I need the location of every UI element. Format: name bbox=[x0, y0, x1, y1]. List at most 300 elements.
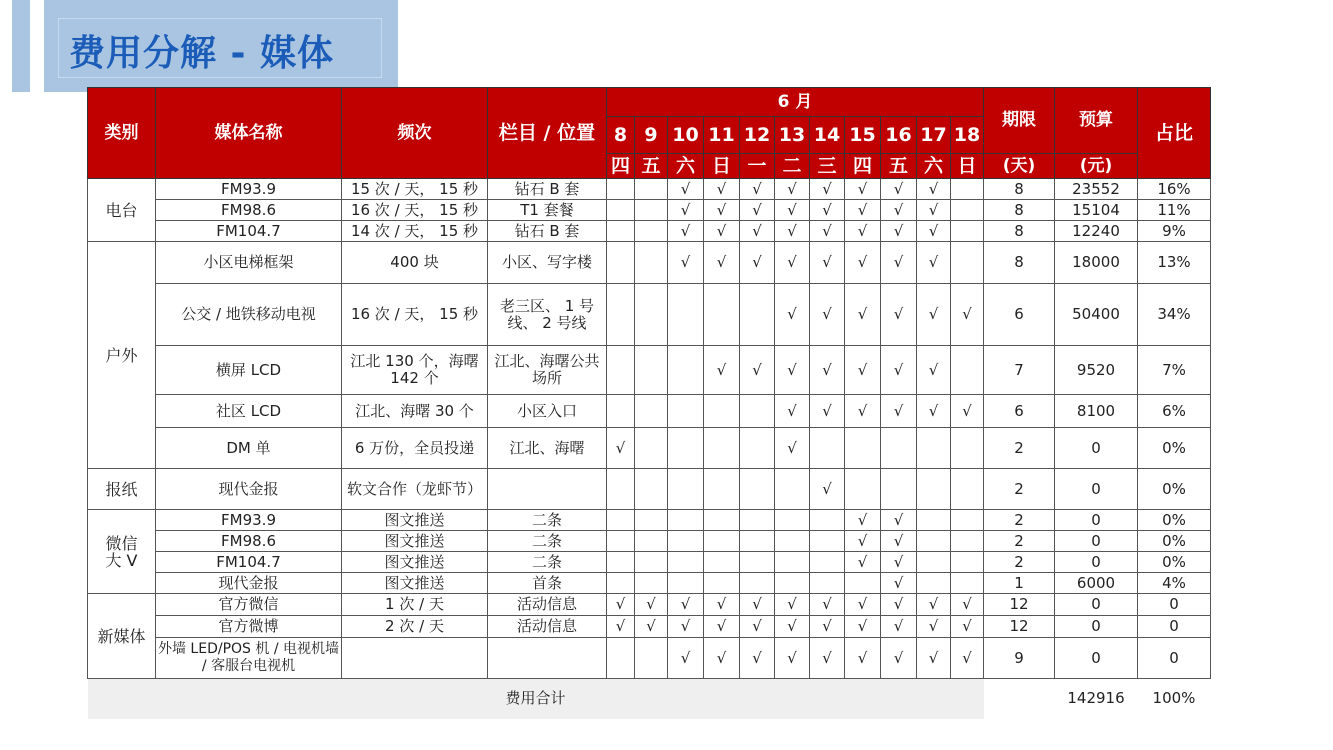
column-cell: 活动信息 bbox=[488, 594, 607, 616]
period-cell: 2 bbox=[984, 469, 1055, 510]
schedule-mark-cell: √ bbox=[775, 242, 810, 284]
schedule-mark-cell bbox=[810, 510, 845, 531]
schedule-mark-cell: √ bbox=[704, 221, 740, 242]
period-cell: 12 bbox=[984, 594, 1055, 616]
media-name-cell: 现代金报 bbox=[156, 469, 342, 510]
period-cell: 2 bbox=[984, 552, 1055, 573]
header-period: 期限 bbox=[984, 88, 1055, 154]
period-cell: 8 bbox=[984, 179, 1055, 200]
budget-cell: 0 bbox=[1055, 552, 1138, 573]
period-cell: 2 bbox=[984, 428, 1055, 469]
schedule-mark-cell bbox=[704, 469, 740, 510]
schedule-mark-cell bbox=[775, 510, 810, 531]
schedule-mark-cell: √ bbox=[668, 616, 704, 638]
media-name-cell: 外墙 LED/POS 机 / 电视机墙 / 客服台电视机 bbox=[156, 638, 342, 679]
column-cell: 江北、海曙公共场所 bbox=[488, 346, 607, 395]
share-cell: 0% bbox=[1138, 552, 1211, 573]
frequency-cell: 江北、海曙 30 个 bbox=[342, 395, 488, 428]
schedule-mark-cell bbox=[740, 510, 775, 531]
category-cell: 新媒体 bbox=[88, 594, 156, 679]
header-day: 18 bbox=[951, 117, 984, 154]
budget-cell: 0 bbox=[1055, 594, 1138, 616]
schedule-mark-cell bbox=[917, 469, 951, 510]
total-period-empty bbox=[984, 679, 1055, 719]
page-title: 费用分解 - 媒体 bbox=[69, 33, 335, 74]
table-row bbox=[88, 531, 1211, 552]
schedule-mark-cell: √ bbox=[951, 594, 984, 616]
budget-cell: 6000 bbox=[1055, 573, 1138, 594]
schedule-mark-cell: √ bbox=[775, 428, 810, 469]
schedule-mark-cell: √ bbox=[881, 284, 917, 346]
header-weekday: 一 bbox=[740, 154, 775, 179]
schedule-mark-cell bbox=[704, 428, 740, 469]
schedule-mark-cell bbox=[917, 552, 951, 573]
media-name-cell: FM93.9 bbox=[156, 179, 342, 200]
table-row bbox=[88, 638, 1211, 679]
schedule-mark-cell bbox=[668, 395, 704, 428]
header-budget: 预算 bbox=[1055, 88, 1138, 154]
schedule-mark-cell bbox=[845, 573, 881, 594]
header-day: 12 bbox=[740, 117, 775, 154]
budget-cell: 8100 bbox=[1055, 395, 1138, 428]
schedule-mark-cell bbox=[951, 510, 984, 531]
schedule-mark-cell: √ bbox=[740, 179, 775, 200]
schedule-mark-cell bbox=[951, 242, 984, 284]
schedule-mark-cell: √ bbox=[881, 346, 917, 395]
schedule-mark-cell bbox=[607, 395, 635, 428]
header-weekday: 六 bbox=[917, 154, 951, 179]
budget-cell: 18000 bbox=[1055, 242, 1138, 284]
frequency-cell: 2 次 / 天 bbox=[342, 616, 488, 638]
schedule-mark-cell bbox=[607, 510, 635, 531]
schedule-mark-cell: √ bbox=[917, 179, 951, 200]
media-name-cell: FM93.9 bbox=[156, 510, 342, 531]
column-cell: 二条 bbox=[488, 552, 607, 573]
table-row bbox=[88, 469, 1211, 510]
schedule-mark-cell bbox=[740, 552, 775, 573]
column-cell: 首条 bbox=[488, 573, 607, 594]
schedule-mark-cell bbox=[635, 469, 668, 510]
title-frame bbox=[58, 18, 382, 78]
period-cell: 8 bbox=[984, 242, 1055, 284]
period-cell: 8 bbox=[984, 200, 1055, 221]
schedule-mark-cell: √ bbox=[668, 200, 704, 221]
schedule-mark-cell: √ bbox=[845, 531, 881, 552]
period-cell: 7 bbox=[984, 346, 1055, 395]
schedule-mark-cell: √ bbox=[845, 616, 881, 638]
schedule-mark-cell: √ bbox=[740, 242, 775, 284]
schedule-mark-cell: √ bbox=[775, 179, 810, 200]
schedule-mark-cell: √ bbox=[810, 469, 845, 510]
schedule-mark-cell: √ bbox=[845, 284, 881, 346]
schedule-mark-cell: √ bbox=[845, 395, 881, 428]
frequency-cell: 图文推送 bbox=[342, 552, 488, 573]
schedule-mark-cell: √ bbox=[881, 395, 917, 428]
table-row bbox=[88, 573, 1211, 594]
schedule-mark-cell bbox=[607, 638, 635, 679]
schedule-mark-cell: √ bbox=[740, 616, 775, 638]
table-row bbox=[88, 428, 1211, 469]
header-weekday: 四 bbox=[607, 154, 635, 179]
schedule-mark-cell bbox=[607, 200, 635, 221]
schedule-mark-cell: √ bbox=[810, 242, 845, 284]
budget-cell: 23552 bbox=[1055, 179, 1138, 200]
schedule-mark-cell bbox=[740, 469, 775, 510]
header-budget-unit: (元) bbox=[1055, 154, 1138, 179]
table-row bbox=[88, 395, 1211, 428]
schedule-mark-cell: √ bbox=[668, 242, 704, 284]
schedule-mark-cell: √ bbox=[845, 200, 881, 221]
header-day: 15 bbox=[845, 117, 881, 154]
schedule-mark-cell bbox=[704, 531, 740, 552]
period-cell: 2 bbox=[984, 531, 1055, 552]
media-name-cell: FM98.6 bbox=[156, 200, 342, 221]
table-row bbox=[88, 346, 1211, 395]
media-name-cell: 官方微信 bbox=[156, 594, 342, 616]
share-cell: 4% bbox=[1138, 573, 1211, 594]
column-cell: 小区入口 bbox=[488, 395, 607, 428]
schedule-mark-cell: √ bbox=[917, 594, 951, 616]
schedule-mark-cell bbox=[845, 469, 881, 510]
schedule-mark-cell: √ bbox=[810, 638, 845, 679]
header-media: 媒体名称 bbox=[156, 88, 342, 179]
schedule-mark-cell: √ bbox=[740, 200, 775, 221]
media-name-cell: FM104.7 bbox=[156, 221, 342, 242]
schedule-mark-cell bbox=[607, 284, 635, 346]
header-day: 13 bbox=[775, 117, 810, 154]
schedule-mark-cell bbox=[668, 469, 704, 510]
frequency-cell: 图文推送 bbox=[342, 510, 488, 531]
share-cell: 0 bbox=[1138, 638, 1211, 679]
schedule-mark-cell bbox=[917, 531, 951, 552]
budget-cell: 15104 bbox=[1055, 200, 1138, 221]
schedule-mark-cell bbox=[607, 531, 635, 552]
schedule-mark-cell: √ bbox=[917, 221, 951, 242]
schedule-mark-cell: √ bbox=[635, 616, 668, 638]
category-cell: 微信 大 V bbox=[88, 510, 156, 594]
budget-cell: 50400 bbox=[1055, 284, 1138, 346]
category-cell: 报纸 bbox=[88, 469, 156, 510]
schedule-mark-cell bbox=[668, 552, 704, 573]
schedule-mark-cell bbox=[775, 469, 810, 510]
budget-cell: 0 bbox=[1055, 510, 1138, 531]
schedule-mark-cell: √ bbox=[775, 395, 810, 428]
share-cell: 0% bbox=[1138, 510, 1211, 531]
schedule-mark-cell: √ bbox=[704, 346, 740, 395]
schedule-mark-cell: √ bbox=[607, 428, 635, 469]
schedule-mark-cell: √ bbox=[881, 531, 917, 552]
table-row bbox=[88, 200, 1211, 221]
media-name-cell: 现代金报 bbox=[156, 573, 342, 594]
header-share: 占比 bbox=[1138, 88, 1211, 179]
frequency-cell: 6 万份，全员投递 bbox=[342, 428, 488, 469]
schedule-mark-cell: √ bbox=[917, 395, 951, 428]
column-cell: 二条 bbox=[488, 510, 607, 531]
period-cell: 8 bbox=[984, 221, 1055, 242]
schedule-mark-cell: √ bbox=[740, 346, 775, 395]
budget-cell: 0 bbox=[1055, 428, 1138, 469]
frequency-cell: 16 次 / 天， 15 秒 bbox=[342, 200, 488, 221]
schedule-mark-cell bbox=[917, 428, 951, 469]
header-weekday: 四 bbox=[845, 154, 881, 179]
header-weekday: 三 bbox=[810, 154, 845, 179]
total-row bbox=[88, 679, 1211, 719]
schedule-mark-cell bbox=[775, 531, 810, 552]
schedule-mark-cell: √ bbox=[917, 200, 951, 221]
media-name-cell: FM98.6 bbox=[156, 531, 342, 552]
total-label: 费用合计 bbox=[88, 679, 984, 719]
share-cell: 0 bbox=[1138, 616, 1211, 638]
schedule-mark-cell bbox=[607, 552, 635, 573]
schedule-mark-cell: √ bbox=[881, 221, 917, 242]
header-month: 6 月 bbox=[607, 88, 984, 117]
header-day: 10 bbox=[668, 117, 704, 154]
schedule-mark-cell bbox=[635, 179, 668, 200]
period-cell: 9 bbox=[984, 638, 1055, 679]
header-weekday: 日 bbox=[704, 154, 740, 179]
schedule-mark-cell bbox=[607, 221, 635, 242]
schedule-mark-cell: √ bbox=[775, 284, 810, 346]
frequency-cell bbox=[342, 638, 488, 679]
media-name-cell: 公交 / 地铁移动电视 bbox=[156, 284, 342, 346]
frequency-cell: 江北 130 个，海曙 142 个 bbox=[342, 346, 488, 395]
media-cost-table bbox=[87, 87, 1211, 719]
column-cell: 钻石 B 套 bbox=[488, 221, 607, 242]
share-cell: 6% bbox=[1138, 395, 1211, 428]
schedule-mark-cell bbox=[668, 531, 704, 552]
table-row bbox=[88, 284, 1211, 346]
schedule-mark-cell bbox=[845, 428, 881, 469]
share-cell: 11% bbox=[1138, 200, 1211, 221]
schedule-mark-cell: √ bbox=[881, 200, 917, 221]
schedule-mark-cell: √ bbox=[607, 594, 635, 616]
period-cell: 12 bbox=[984, 616, 1055, 638]
schedule-mark-cell bbox=[635, 284, 668, 346]
schedule-mark-cell: √ bbox=[740, 638, 775, 679]
share-cell: 0% bbox=[1138, 428, 1211, 469]
schedule-mark-cell bbox=[704, 510, 740, 531]
budget-cell: 0 bbox=[1055, 531, 1138, 552]
schedule-mark-cell bbox=[704, 552, 740, 573]
header-day: 8 bbox=[607, 117, 635, 154]
schedule-mark-cell: √ bbox=[775, 346, 810, 395]
schedule-mark-cell bbox=[740, 531, 775, 552]
schedule-mark-cell bbox=[635, 638, 668, 679]
schedule-mark-cell bbox=[635, 395, 668, 428]
budget-cell: 12240 bbox=[1055, 221, 1138, 242]
schedule-mark-cell bbox=[607, 179, 635, 200]
schedule-mark-cell: √ bbox=[810, 284, 845, 346]
schedule-mark-cell: √ bbox=[704, 638, 740, 679]
schedule-mark-cell: √ bbox=[951, 616, 984, 638]
share-cell: 13% bbox=[1138, 242, 1211, 284]
schedule-mark-cell: √ bbox=[845, 594, 881, 616]
schedule-mark-cell: √ bbox=[704, 594, 740, 616]
schedule-mark-cell: √ bbox=[775, 200, 810, 221]
media-name-cell: 横屏 LCD bbox=[156, 346, 342, 395]
schedule-mark-cell bbox=[951, 221, 984, 242]
schedule-mark-cell bbox=[668, 510, 704, 531]
frequency-cell: 软文合作（龙虾节） bbox=[342, 469, 488, 510]
schedule-mark-cell bbox=[607, 469, 635, 510]
share-cell: 0% bbox=[1138, 469, 1211, 510]
schedule-mark-cell bbox=[951, 200, 984, 221]
share-cell: 7% bbox=[1138, 346, 1211, 395]
schedule-mark-cell bbox=[704, 573, 740, 594]
schedule-mark-cell bbox=[810, 573, 845, 594]
share-cell: 0% bbox=[1138, 531, 1211, 552]
schedule-mark-cell bbox=[775, 573, 810, 594]
table-row bbox=[88, 510, 1211, 531]
category-cell: 电台 bbox=[88, 179, 156, 242]
schedule-mark-cell: √ bbox=[881, 510, 917, 531]
frequency-cell: 14 次 / 天， 15 秒 bbox=[342, 221, 488, 242]
share-cell: 16% bbox=[1138, 179, 1211, 200]
frequency-cell: 图文推送 bbox=[342, 531, 488, 552]
schedule-mark-cell: √ bbox=[775, 616, 810, 638]
header-day: 11 bbox=[704, 117, 740, 154]
schedule-mark-cell bbox=[917, 573, 951, 594]
schedule-mark-cell: √ bbox=[881, 573, 917, 594]
media-name-cell: 小区电梯框架 bbox=[156, 242, 342, 284]
schedule-mark-cell bbox=[704, 395, 740, 428]
media-name-cell: 社区 LCD bbox=[156, 395, 342, 428]
schedule-mark-cell bbox=[775, 552, 810, 573]
table-row bbox=[88, 221, 1211, 242]
schedule-mark-cell bbox=[668, 428, 704, 469]
total-share: 100% bbox=[1138, 679, 1211, 719]
share-cell: 9% bbox=[1138, 221, 1211, 242]
title-banner bbox=[44, 0, 398, 92]
schedule-mark-cell bbox=[635, 242, 668, 284]
schedule-mark-cell: √ bbox=[740, 594, 775, 616]
budget-cell: 9520 bbox=[1055, 346, 1138, 395]
schedule-mark-cell: √ bbox=[704, 179, 740, 200]
schedule-mark-cell: √ bbox=[775, 594, 810, 616]
schedule-mark-cell: √ bbox=[845, 510, 881, 531]
schedule-mark-cell: √ bbox=[917, 242, 951, 284]
frequency-cell: 15 次 / 天， 15 秒 bbox=[342, 179, 488, 200]
schedule-mark-cell bbox=[951, 552, 984, 573]
share-cell: 34% bbox=[1138, 284, 1211, 346]
budget-cell: 0 bbox=[1055, 469, 1138, 510]
schedule-mark-cell bbox=[668, 573, 704, 594]
column-cell bbox=[488, 469, 607, 510]
schedule-mark-cell bbox=[810, 531, 845, 552]
header-weekday: 五 bbox=[635, 154, 668, 179]
schedule-mark-cell: √ bbox=[881, 616, 917, 638]
header-day: 9 bbox=[635, 117, 668, 154]
schedule-mark-cell bbox=[917, 510, 951, 531]
column-cell: T1 套餐 bbox=[488, 200, 607, 221]
schedule-mark-cell bbox=[635, 428, 668, 469]
schedule-mark-cell: √ bbox=[951, 395, 984, 428]
schedule-mark-cell: √ bbox=[951, 284, 984, 346]
header-frequency: 频次 bbox=[342, 88, 488, 179]
schedule-mark-cell bbox=[635, 200, 668, 221]
column-cell: 钻石 B 套 bbox=[488, 179, 607, 200]
schedule-mark-cell bbox=[704, 284, 740, 346]
header-category: 类别 bbox=[88, 88, 156, 179]
schedule-mark-cell: √ bbox=[704, 242, 740, 284]
schedule-mark-cell bbox=[951, 531, 984, 552]
schedule-mark-cell: √ bbox=[810, 594, 845, 616]
schedule-mark-cell bbox=[635, 531, 668, 552]
schedule-mark-cell bbox=[607, 242, 635, 284]
schedule-mark-cell: √ bbox=[881, 594, 917, 616]
schedule-mark-cell: √ bbox=[917, 616, 951, 638]
period-cell: 6 bbox=[984, 395, 1055, 428]
schedule-mark-cell bbox=[881, 428, 917, 469]
category-cell: 户外 bbox=[88, 242, 156, 469]
schedule-mark-cell: √ bbox=[845, 552, 881, 573]
schedule-mark-cell: √ bbox=[917, 284, 951, 346]
schedule-mark-cell: √ bbox=[881, 638, 917, 679]
schedule-mark-cell bbox=[951, 469, 984, 510]
budget-cell: 0 bbox=[1055, 616, 1138, 638]
media-name-cell: 官方微博 bbox=[156, 616, 342, 638]
schedule-mark-cell bbox=[740, 428, 775, 469]
schedule-mark-cell bbox=[951, 179, 984, 200]
media-name-cell: DM 单 bbox=[156, 428, 342, 469]
table-row bbox=[88, 179, 1211, 200]
frequency-cell: 16 次 / 天， 15 秒 bbox=[342, 284, 488, 346]
schedule-mark-cell: √ bbox=[810, 395, 845, 428]
schedule-mark-cell bbox=[635, 573, 668, 594]
schedule-mark-cell: √ bbox=[845, 179, 881, 200]
schedule-mark-cell: √ bbox=[881, 179, 917, 200]
table-row bbox=[88, 616, 1211, 638]
column-cell: 江北、海曙 bbox=[488, 428, 607, 469]
column-cell bbox=[488, 638, 607, 679]
schedule-mark-cell: √ bbox=[668, 221, 704, 242]
schedule-mark-cell: √ bbox=[881, 242, 917, 284]
header-day: 14 bbox=[810, 117, 845, 154]
schedule-mark-cell bbox=[668, 284, 704, 346]
schedule-mark-cell bbox=[635, 510, 668, 531]
header-column: 栏目 / 位置 bbox=[488, 88, 607, 179]
accent-bar bbox=[12, 0, 30, 92]
schedule-mark-cell bbox=[635, 552, 668, 573]
schedule-mark-cell bbox=[951, 428, 984, 469]
table-row bbox=[88, 242, 1211, 284]
schedule-mark-cell bbox=[635, 346, 668, 395]
schedule-mark-cell bbox=[740, 284, 775, 346]
header-weekday: 六 bbox=[668, 154, 704, 179]
media-name-cell: FM104.7 bbox=[156, 552, 342, 573]
schedule-mark-cell: √ bbox=[740, 221, 775, 242]
schedule-mark-cell bbox=[607, 346, 635, 395]
schedule-mark-cell: √ bbox=[810, 616, 845, 638]
schedule-mark-cell: √ bbox=[881, 552, 917, 573]
column-cell: 小区、写字楼 bbox=[488, 242, 607, 284]
schedule-mark-cell: √ bbox=[704, 616, 740, 638]
column-cell: 老三区、 1 号线、 2 号线 bbox=[488, 284, 607, 346]
column-cell: 活动信息 bbox=[488, 616, 607, 638]
frequency-cell: 图文推送 bbox=[342, 573, 488, 594]
schedule-mark-cell: √ bbox=[917, 638, 951, 679]
schedule-mark-cell: √ bbox=[607, 616, 635, 638]
header-day: 16 bbox=[881, 117, 917, 154]
schedule-mark-cell bbox=[951, 573, 984, 594]
schedule-mark-cell: √ bbox=[704, 200, 740, 221]
schedule-mark-cell bbox=[635, 221, 668, 242]
period-cell: 2 bbox=[984, 510, 1055, 531]
header-weekday: 二 bbox=[775, 154, 810, 179]
schedule-mark-cell bbox=[668, 346, 704, 395]
header-weekday: 五 bbox=[881, 154, 917, 179]
schedule-mark-cell: √ bbox=[845, 242, 881, 284]
